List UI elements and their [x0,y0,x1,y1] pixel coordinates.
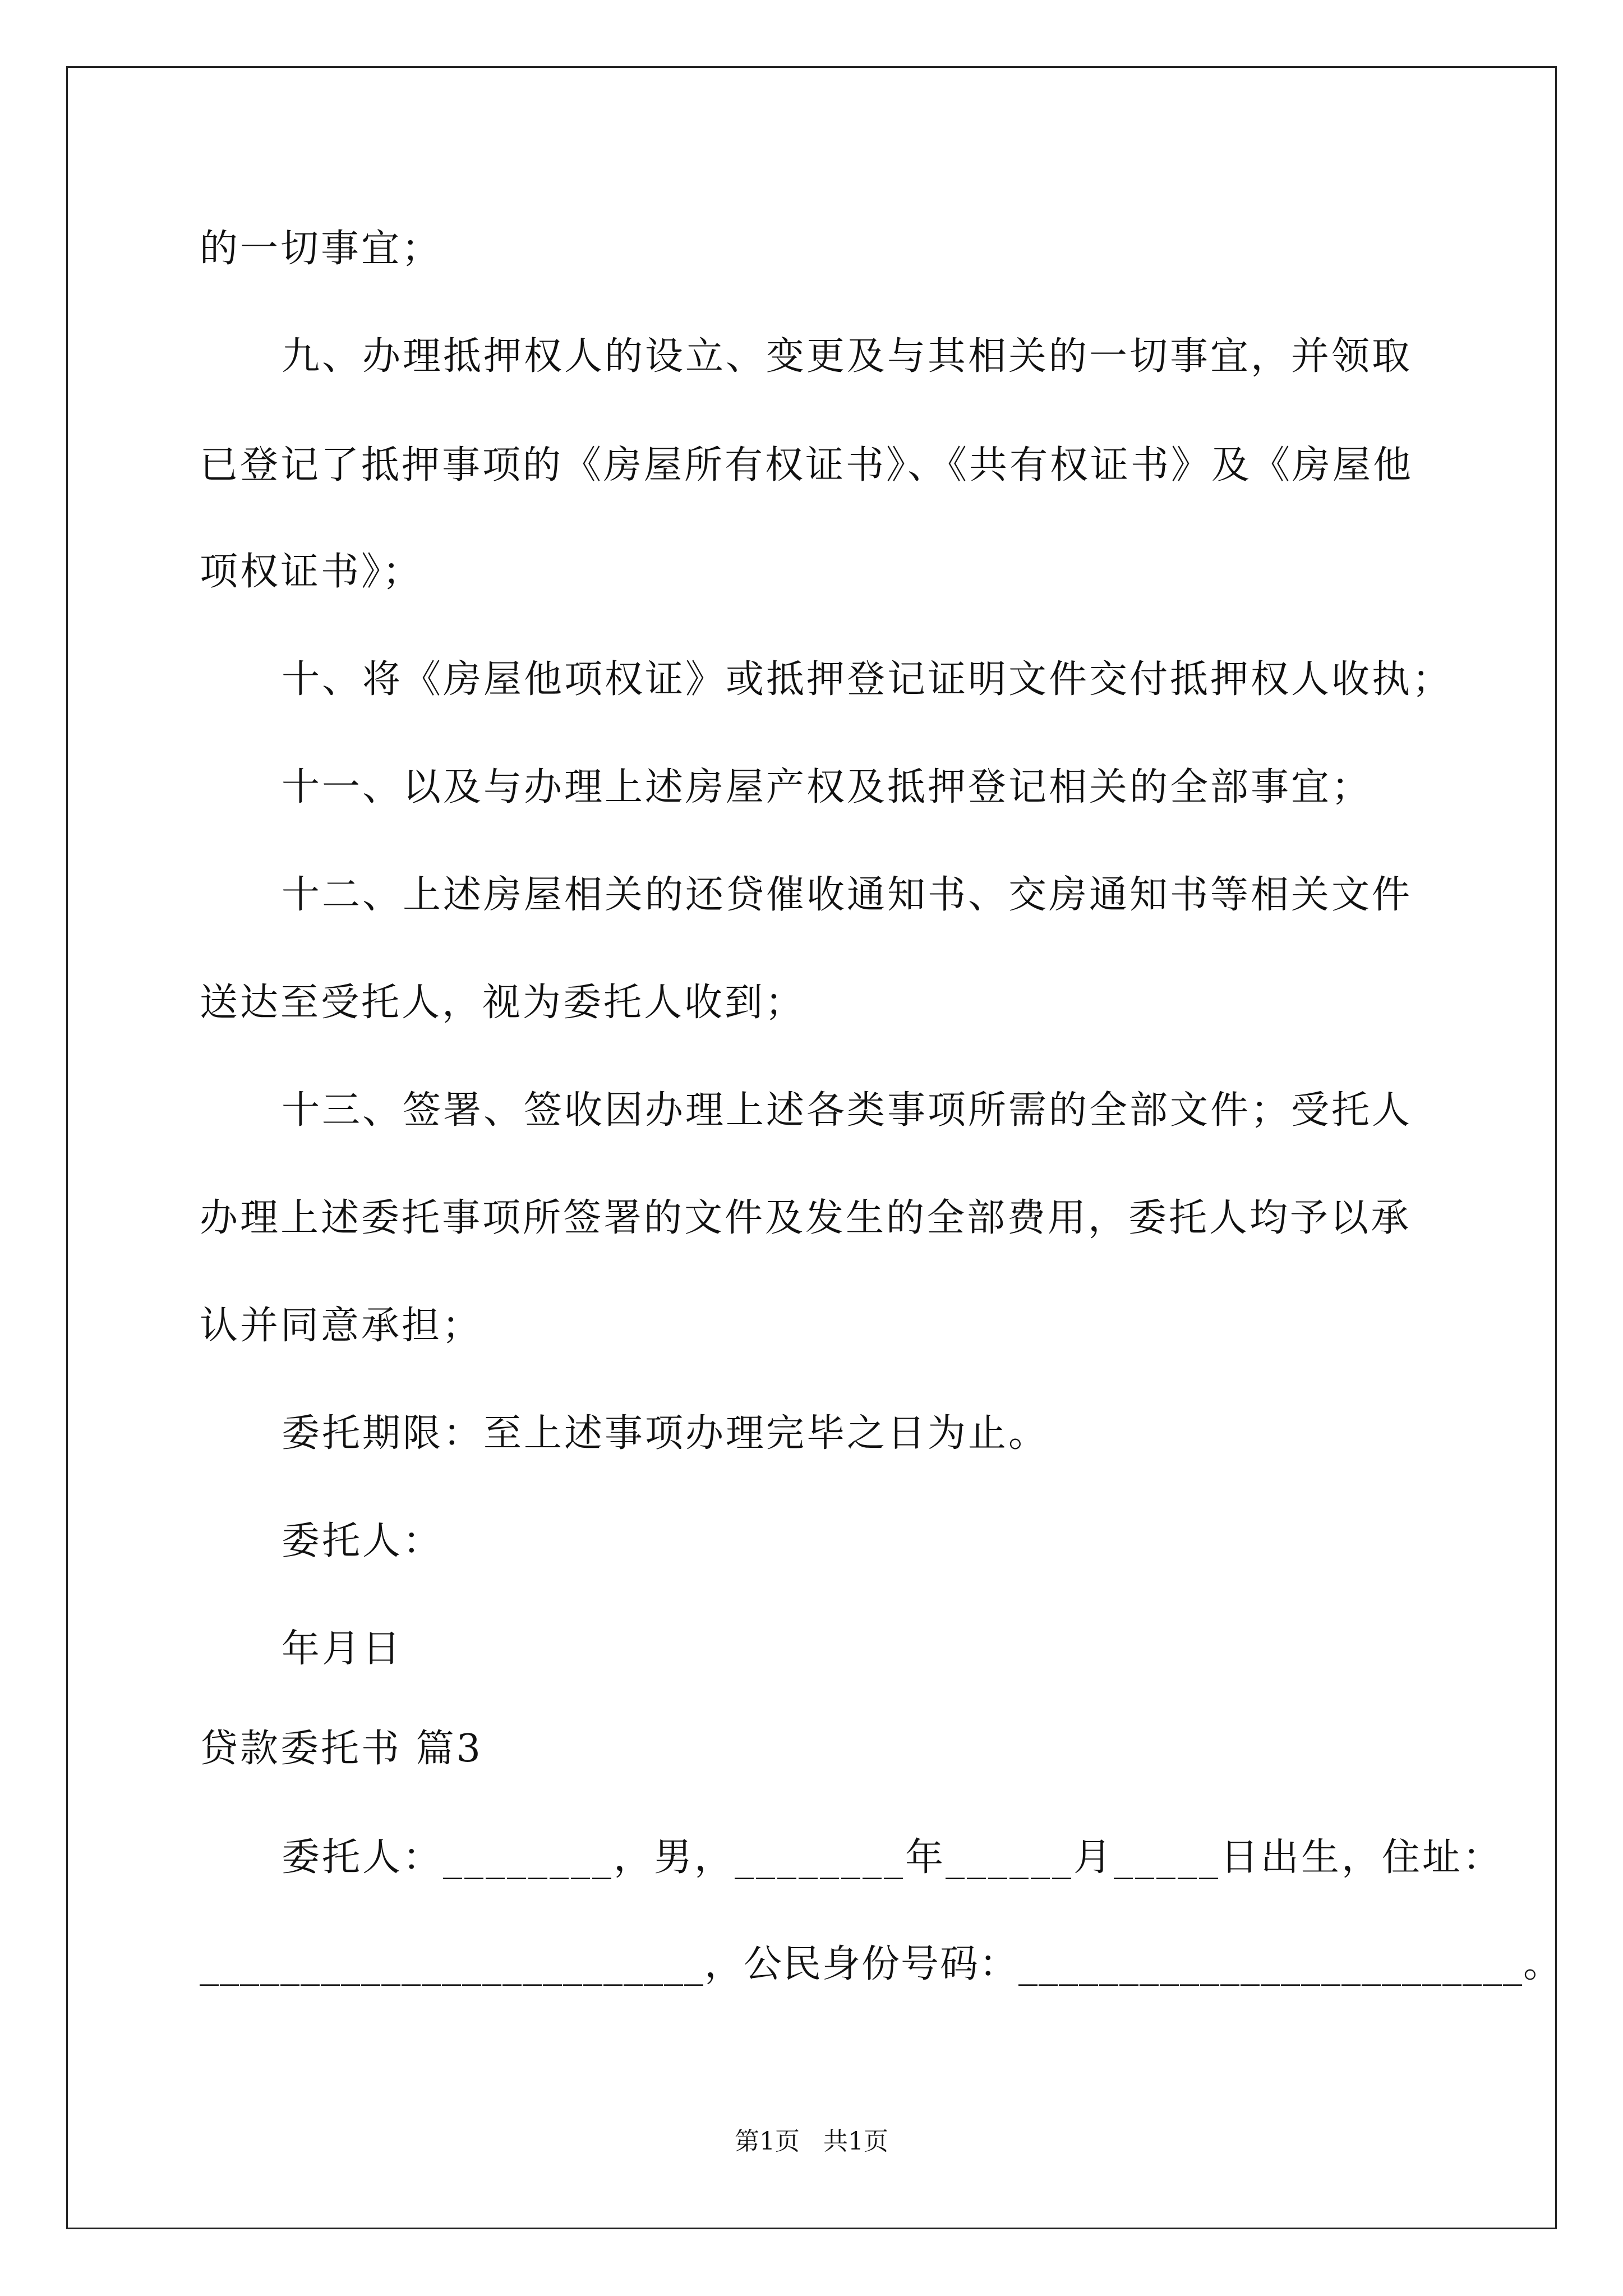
paragraph-line: 十二、上述房屋相关的还贷催收通知书、交房通知书等相关文件 [282,873,1413,917]
paragraph-line: 已登记了抵押事项的《房屋所有权证书》、《共有权证书》及《房屋他 [200,443,1414,487]
page-border [66,66,1557,2229]
page-footer: 第1页 共1页 [735,2127,888,2156]
paragraph-line: 十一、以及与办理上述房屋产权及抵押登记相关的全部事宜； [282,765,1372,809]
paragraph-line: 的一切事宜； [200,227,442,271]
paragraph-line: 十三、签署、签收因办理上述各类事项所需的全部文件；受托人 [282,1088,1413,1133]
paragraph-line: 十、将《房屋他项权证》或抵押登记证明文件交付抵押权人收执； [282,657,1453,702]
paragraph-line: 送达至受托人，视为委托人收到； [200,981,806,1025]
paragraph-line: _________________________，公民身份号码：_________________________。 [200,1942,1563,1986]
paragraph-line: 项权证书》； [200,550,423,594]
paragraph-line: 委托人：________，男，________年______月_____日出生，住址： [282,1835,1504,1880]
paragraph-line: 九、办理抵押权人的设立、变更及与其相关的一切事宜，并领取 [282,334,1413,379]
paragraph-line: 委托期限：至上述事项办理完毕之日为止。 [282,1411,1049,1456]
paragraph-line: 认并同意承担； [200,1304,483,1348]
paragraph-line: 委托人： [282,1519,444,1563]
section-heading: 贷款委托书 篇3 [200,1727,483,1771]
paragraph-line: 年月日 [282,1627,403,1671]
paragraph-line: 办理上述委托事项所签署的文件及发生的全部费用，委托人均予以承 [200,1196,1412,1240]
